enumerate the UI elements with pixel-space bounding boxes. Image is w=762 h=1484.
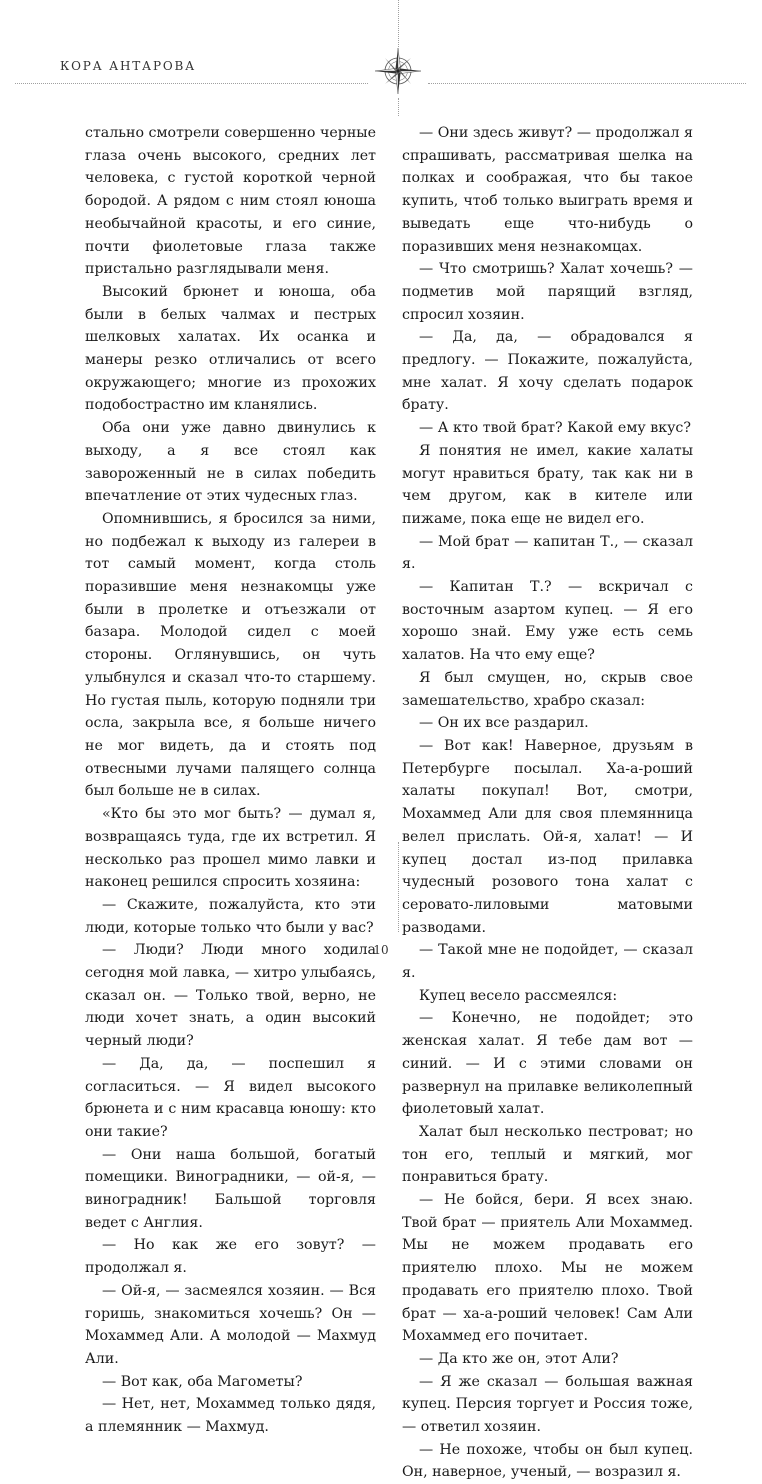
- margin-vertical-rule: [398, 98, 399, 116]
- paragraph: — Такой мне не подойдет, — сказал я.: [402, 942, 693, 982]
- paragraph: Купец весело рассмеялся:: [419, 987, 618, 1004]
- paragraph: — Но как же его зовут? — продолжал я.: [85, 1237, 376, 1277]
- paragraph: — Нет, нет, Мохаммед только дядя, а племянник — Махмуд.: [85, 1396, 376, 1436]
- paragraph: — Капитан Т.? — вскричал с восточным азартом купец. — Я его хорошо знай. Ему уже есть семь халатов. На что ему еще?: [402, 579, 693, 664]
- paragraph: — Скажите, пожалуйста, кто эти люди, которые только что были у вас?: [85, 896, 376, 936]
- paragraph: — Они наша большой, богатый помещики. Виноградники, — ой-я, — виноградник! Бальшой торговля ведет с Англия.: [85, 1146, 376, 1231]
- paragraph: — Вот как, оба Магометы?: [102, 1373, 303, 1390]
- paragraph: — Люди? Люди много ходила сегодня мой лавка, — хитро улыбаясь, сказал он. — Только твой, верно, не люди хочет знать, а один высокий черный люди?: [85, 942, 376, 1050]
- paragraph: — Да, да, — поспешил я согласиться. — Я видел высокого брюнета и с ним красавца юношу: кто они такие?: [85, 1055, 376, 1140]
- right-text-column: [402, 122, 693, 1484]
- bottom-vertical-rule: [398, 842, 399, 932]
- paragraph: Высокий брюнет и юноша, оба были в белых чалмах и пестрых шелковых халатах. Их осанка и манеры резко отличались от всего окружающего; многие из прохожих подобострастно им кланялись.: [85, 283, 376, 414]
- left-text-column: [85, 122, 376, 1439]
- paragraph: — Что смотришь? Халат хочешь? — подметив мой парящий взгляд, спросил хозяин.: [402, 261, 693, 323]
- paragraph: — Мой брат — капитан Т., — сказал я.: [402, 533, 693, 573]
- paragraph: Я понятия не имел, какие халаты могут нравиться брату, так как ни в чем другом, как в кителе или пижаме, пока еще не видел его.: [402, 442, 693, 527]
- header-rule-right: [428, 83, 746, 84]
- header-rule-left: [15, 83, 368, 84]
- paragraph: — Вот как! Наверное, друзьям в Петербурге посылал. Ха-а-роший халаты покупал! Вот, смотри, Мохаммед Али для своя племянница велел прислать. Ой-я, халат! — И купец достал из-под прилавка чудесный розового тона халат с серовато-лиловыми матовыми разводами.: [402, 737, 693, 936]
- header-vertical-rule: [398, 0, 399, 47]
- running-head: КОРА АНТАРОВА: [60, 59, 196, 73]
- page-number: 10: [373, 943, 389, 957]
- paragraph: — Да кто же он, этот Али?: [419, 1350, 619, 1367]
- paragraph: Халат был несколько пестроват; но тон его, теплый и мягкий, мог понравиться брату.: [402, 1123, 693, 1186]
- paragraph: «Кто бы это мог быть? — думал я, возвращаясь туда, где их встретил. Я несколько раз прошел мимо лавки и наконец решился спросить хозяина:: [85, 806, 376, 891]
- paragraph: — Ой-я, — засмеялся хозяин. — Вся горишь, знакомиться хочешь? Он — Мохаммед Али. А молодой — Махмуд Али.: [85, 1282, 376, 1367]
- paragraph: — Конечно, не подойдет; это женская халат. Я тебе дам вот — синий. — И с этими словами он развернул на прилавке великолепный фиолетовый халат.: [402, 1010, 693, 1118]
- compass-rose-icon: [373, 46, 423, 96]
- paragraph: — Да, да, — обрадовался я предлогу. — Покажите, пожалуйста, мне халат. Я хочу сделать подарок брату.: [402, 329, 693, 414]
- paragraph: — Не похоже, чтобы он был купец. Он, наверное, ученый, — возразил я.: [402, 1441, 693, 1481]
- paragraph: — Они здесь живут? — продолжал я спрашивать, рассматривая шелка на полках и соображая, что бы такое купить, чтоб только выиграть время и выведать еще что-нибудь о поразивших меня незнакомцах.: [402, 125, 693, 255]
- paragraph: — Он их все раздарил.: [419, 715, 589, 732]
- paragraph: Опомнившись, я бросился за ними, но подбежал к выходу из галереи в тот самый момент, когда столь поразившие меня незнакомцы уже были в пролетке и отъезжали от базара. Молодой сидел с моей стороны. Оглянувшись, он чуть улыбнулся и сказал что-то старшему. Но густая пыль, которую подняли три осла, закрыла все, я больше ничего не мог видеть, да и стоять под отвесными лучами палящего солнца был больше не в силах.: [85, 510, 376, 800]
- paragraph: — Не бойся, бери. Я всех знаю. Твой брат — приятель Али Мохаммед. Мы не можем продавать его приятелю плохо. Мы не можем продавать его приятелю плохо. Твой брат — ха-а-роший человек! Сам Али Мохаммед его почитает.: [402, 1192, 693, 1345]
- paragraph: — Я же сказал — большая важная купец. Персия торгует и Россия тоже, — ответил хозяин.: [402, 1373, 693, 1436]
- paragraph: Я был смущен, но, скрыв свое замешательство, храбро сказал:: [402, 669, 693, 709]
- paragraph: стально смотрели совершенно черные глаза очень высокого, средних лет человека, с густой короткой черной бородой. А рядом с ним стоял юноша необычайной красоты, и его синие, почти фиолетовые глаза также пристально разглядывали меня.: [85, 125, 376, 278]
- paragraph: — А кто твой брат? Какой ему вкус?: [419, 420, 691, 437]
- paragraph: Оба они уже давно двинулись к выходу, а я все стоял как завороженный не в силах победить впечатление от этих чудесных глаз.: [85, 420, 376, 505]
